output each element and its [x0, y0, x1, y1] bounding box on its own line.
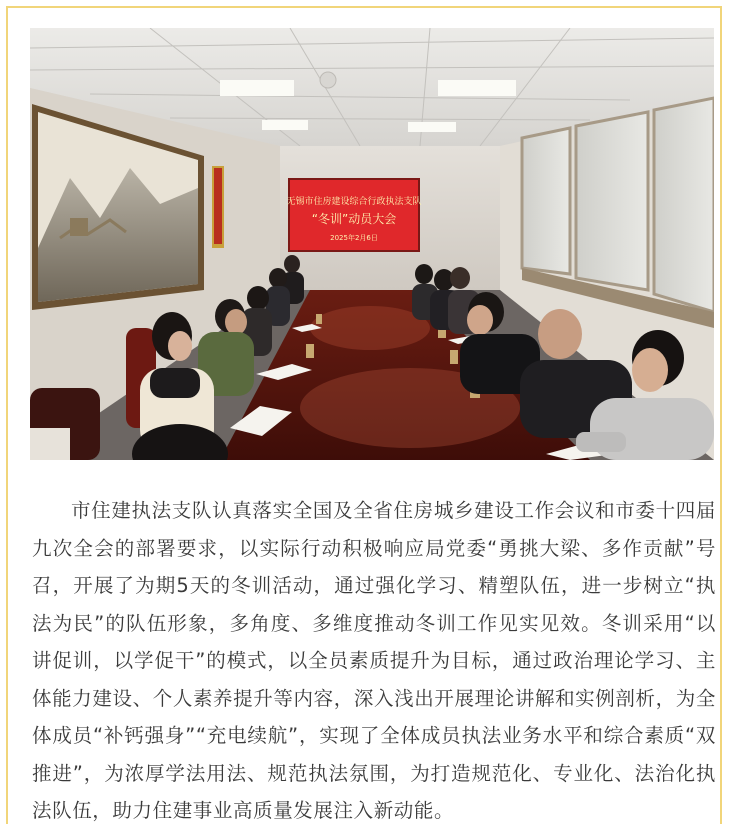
article-paragraph: 市住建执法支队认真落实全国及全省住房城乡建设工作会议和市委十四届九次全会的部署要求，以实际行动积极响应局党委“勇挑大梁、多作贡献”号召，开展了为期5天的冬训活动，通过强化学习、精塑队伍，进一步树立“执法为民”的队伍形象，多角度、多维度推动冬训工作见实见效。冬训采用“以讲促训，以学促干”的模式，以全员素质提升为目标，通过政治理论学习、主体能力建设、个人素养提升等内容，深入浅出开展理论讲解和实例剖析，为全体成员“补钙强身”“充电续航”，实现了全体成员执法业务水平和综合素质“双推进”，为浓厚学法用法、规范执法氛围，为打造规范化、专业化、法治化执法队伍，助力住建事业高质量发展注入新动能。	[32, 499, 716, 822]
screen-subtitle: “冬训”动员大会	[311, 212, 397, 226]
article-frame	[6, 6, 722, 824]
meeting-photo	[30, 28, 714, 460]
meeting-photo-illustration	[30, 28, 714, 460]
screen-title: 无锡市住房建设综合行政执法支队	[286, 197, 422, 207]
screen-date: 2025年2月6日	[330, 234, 378, 242]
